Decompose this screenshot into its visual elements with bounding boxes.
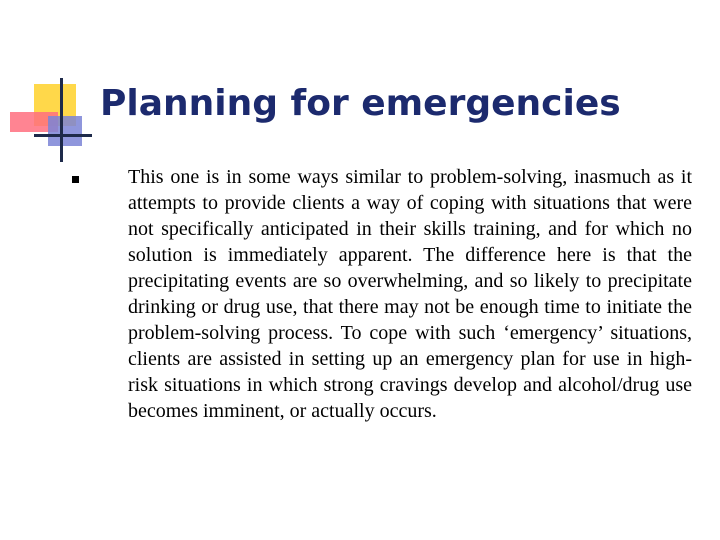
- square-bullet-icon: [72, 176, 79, 183]
- logo-vertical-line: [60, 78, 63, 162]
- logo-blue-square: [48, 116, 82, 146]
- squares-logo-icon: [8, 78, 92, 162]
- bullet-text: This one is in some ways similar to problem-solving, inasmuch as it attempts to provide clients a way of coping with situations that were not specifically anticipated in their skills training, and for which no solution is immediately apparent. The difference here is that the precipitating events are so overwhelming, and so likely to precipitate drinking or drug use, that there may not be enough time to initiate the problem-solving process. To cope with such ‘emergency’ situations, clients are assisted in setting up an emergency plan for use in high-risk situations in which strong cravings develop and alcohol/drug use becomes imminent, or actually occurs.: [128, 166, 692, 422]
- slide-title: Planning for emergencies: [100, 83, 621, 124]
- logo-horizontal-line: [34, 134, 92, 137]
